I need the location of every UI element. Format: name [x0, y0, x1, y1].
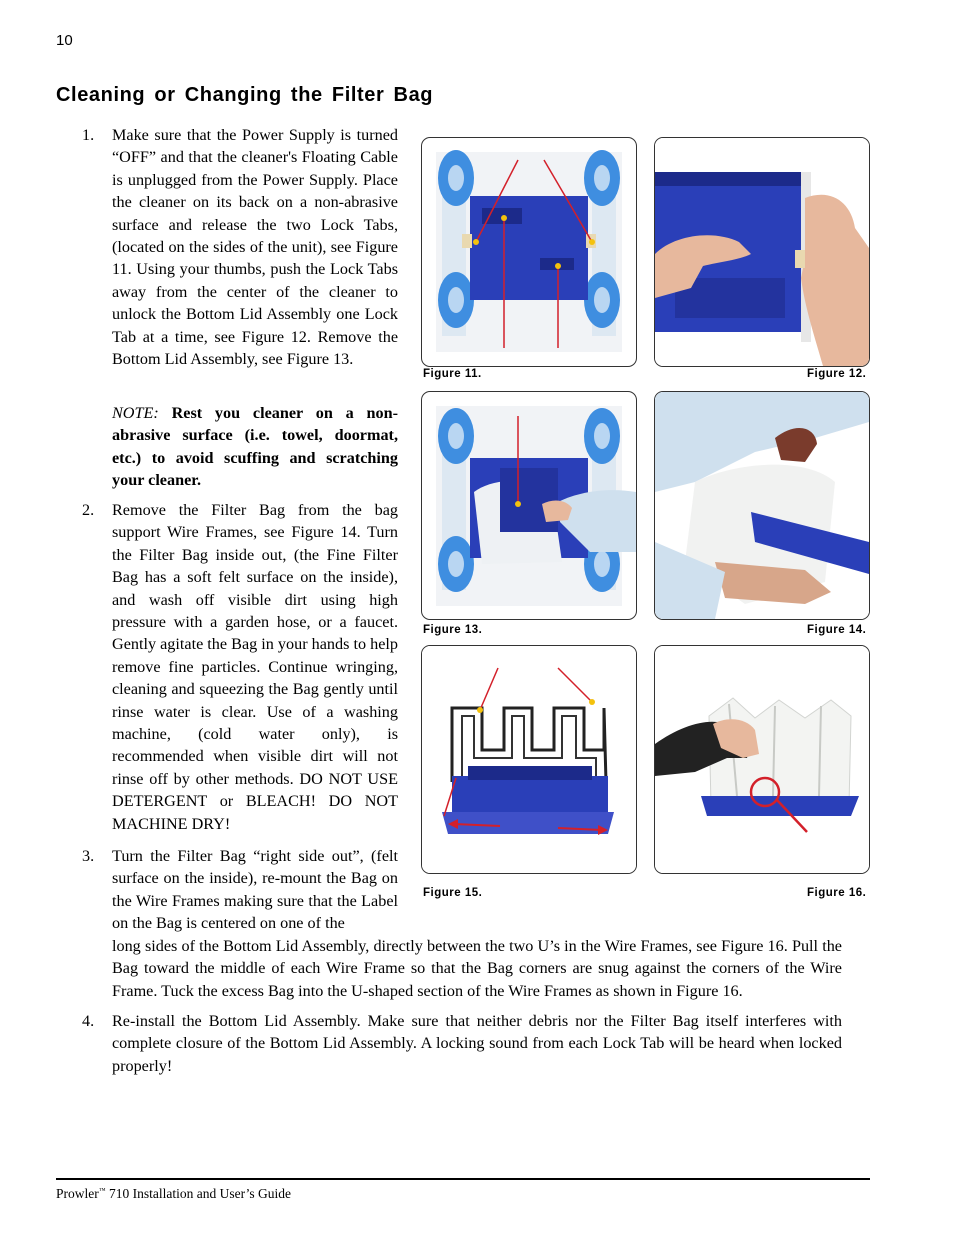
step-1-number: 1.: [82, 126, 95, 144]
figure-16-caption: Figure 16.: [807, 887, 867, 899]
section-heading: Cleaning or Changing the Filter Bag: [56, 84, 434, 106]
step-2-number: 2.: [82, 501, 95, 519]
trademark-symbol: ™: [98, 1186, 106, 1195]
footer-brand: Prowler: [56, 1186, 99, 1201]
page-number: 10: [56, 32, 73, 49]
step-2-text: Remove the Filter Bag from the bag support Wire Frames, see Figure 14. Turn the Filter Bag inside out, (the Fine Filter Bag has a soft felt surface on the inside), and wash off visible dirt using high pressure with a garden hose, or a faucet. Gently agitate the Bag in your hands to help remove fine particles. Continue wringing, cleaning and squeezing the Bag gently until rinse water is clear. Use of a washing machine, (cold water only), is recommended when visible dirt will not rinse off by other methods. DO NOT USE DETERGENT or BLEACH! DO NOT MACHINE DRY!: [112, 501, 398, 833]
step-1-text: Make sure that the Power Supply is turned “OFF” and that the cleaner's Floating Cable is unplugged from the Power Supply. Place the cleaner on its back on a non-abrasive surface and release the two Lock Tabs, (located on the sides of the unit), see Figure 11. Using your thumbs, push the Lock Tabs away from the center of the cleaner to unlock the Bottom Lid Assembly one Lock Tab at a time, see Figure 12. Remove the Bottom Lid Assembly, see Figure 13.: [112, 126, 398, 369]
step-2: [82, 499, 398, 835]
figure-13-caption: Figure 13.: [423, 624, 483, 636]
figure-16-image: [654, 645, 870, 874]
note: [112, 402, 398, 492]
step-3-part-2: [112, 935, 842, 1002]
footer: [56, 1186, 291, 1202]
figure-12-image: [654, 137, 870, 367]
step-3-part-1: [82, 845, 398, 935]
step-1: [82, 124, 398, 370]
figure-11-image: [421, 137, 637, 367]
figure-11-caption: Figure 11.: [423, 368, 482, 380]
figure-14-image: [654, 391, 870, 620]
figure-13-image: [421, 391, 637, 620]
figure-15-image: [421, 645, 637, 874]
figure-15-caption: Figure 15.: [423, 887, 483, 899]
note-text: Rest you cleaner on a non-abrasive surface (i.e. towel, doormat, etc.) to avoid scuffing and scratching your cleaner.: [112, 404, 398, 490]
step-4-number: 4.: [82, 1012, 95, 1030]
step-4-text: Re-install the Bottom Lid Assembly. Make sure that neither debris nor the Filter Bag itself interferes with complete closure of the Bottom Lid Assembly. A locking sound from each Lock Tab will be heard when locked properly!: [112, 1012, 842, 1075]
figure-12-caption: Figure 12.: [807, 368, 867, 380]
step-3-text-part-1: Turn the Filter Bag “right side out”, (felt surface on the inside), re-mount the Bag on the Wire Frames making sure that the Label on the Bag is centered on one of the: [112, 847, 398, 933]
step-3-number: 3.: [82, 847, 95, 865]
footer-title: 710 Installation and User’s Guide: [105, 1186, 291, 1201]
figure-14-caption: Figure 14.: [807, 624, 867, 636]
step-3-text-part-2: long sides of the Bottom Lid Assembly, directly between the two U’s in the Wire Frames, see Figure 16. Pull the Bag toward the middle of each Wire Frame so that the Bag corners are snug against the corners of the Wire Frame. Tuck the excess Bag into the U-shaped section of the Wire Frames as shown in Figure 16.: [112, 937, 842, 1000]
note-label: NOTE:: [112, 404, 159, 422]
footer-rule: [56, 1178, 870, 1180]
step-4: [82, 1010, 842, 1077]
